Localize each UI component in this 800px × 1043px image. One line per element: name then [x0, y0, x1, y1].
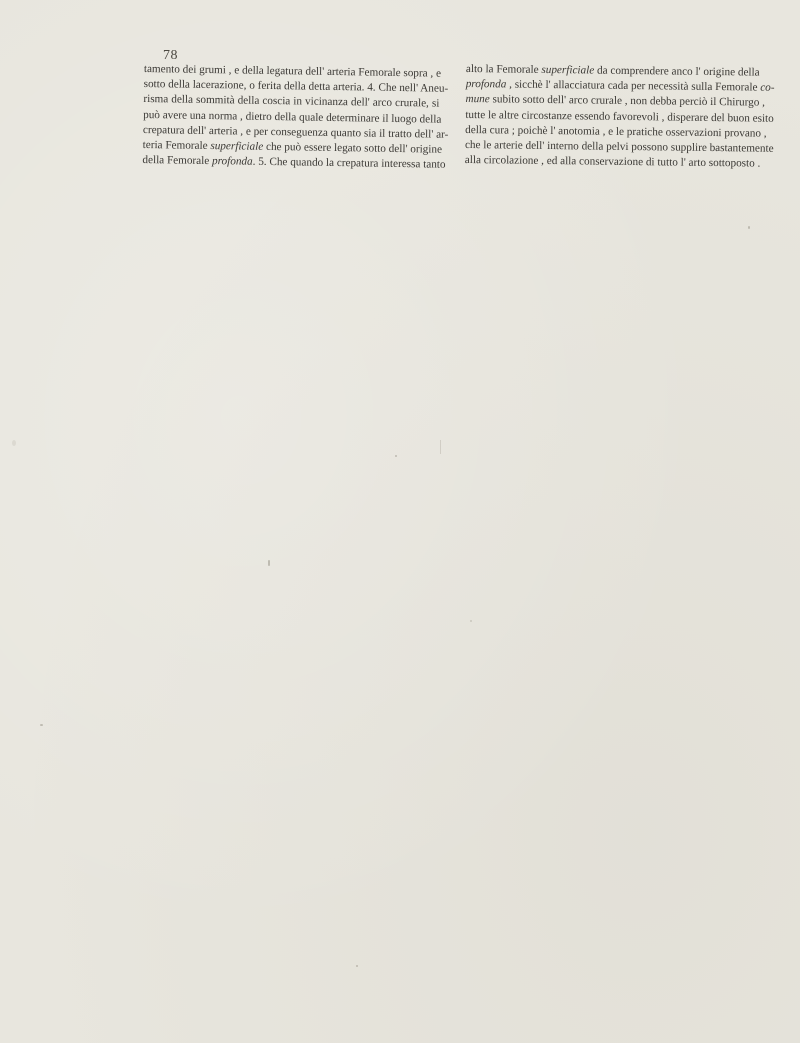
text-run: che le arterie dell' interno della pelvi possono supplire bastantemente	[464, 139, 774, 155]
paper-speck	[12, 440, 16, 446]
text-run: tamento dei grumi , e della legatura dell' arteria Femorale sopra , e	[143, 62, 442, 80]
paper-speck	[748, 226, 750, 229]
paper-speck	[470, 620, 472, 622]
text-run: sotto della lacerazione, o ferita della detta arteria. 4. Che nell' Aneu-	[143, 78, 449, 95]
italic-term: co-	[760, 81, 775, 94]
text-line	[464, 153, 761, 172]
text-line	[142, 153, 446, 173]
italic-term: superficiale	[210, 140, 264, 153]
paper-speck	[395, 455, 397, 457]
paper-speck	[440, 440, 441, 454]
paper-speck	[268, 560, 270, 566]
text-run: può avere una norma , dietro della quale determinare il luogo della	[143, 108, 442, 126]
text-run: tutte le altre circostanze essendo favorevoli , disperare del buon esito	[465, 108, 774, 125]
italic-term: mune	[465, 93, 490, 106]
text-run: teria Femorale	[142, 139, 211, 153]
paper-speck	[40, 724, 43, 726]
text-run: da comprendere anco l' origine della	[594, 64, 760, 79]
paper-speck	[356, 965, 358, 967]
text-run: alla circolazione , ed alla conservazione di tutto l' arto sottoposto .	[464, 154, 761, 170]
italic-term: profonda	[211, 155, 253, 168]
text-run: . 5. Che quando la crepatura interessa tanto	[252, 155, 446, 171]
text-run: risma della sommità della coscia in vicinanza dell' arco crurale, si	[143, 93, 440, 111]
right-text-column	[464, 62, 775, 172]
text-run: della cura ; poichè l' anotomia , e le pratiche osservazioni provano ,	[465, 123, 767, 140]
page-number: 78	[163, 48, 178, 63]
text-run: crepatura dell' arteria , e per conseguenza quanto sia il tratto dell' ar-	[142, 123, 449, 141]
text-run: alto la Femorale	[465, 62, 542, 76]
text-run: che può essere legato sotto dell' origine	[263, 140, 443, 156]
italic-term: profonda	[465, 78, 507, 91]
left-text-column	[142, 62, 449, 173]
text-run: subito sotto dell' arco crurale , non debba perciò il Chirurgo ,	[489, 93, 766, 110]
italic-term: superficiale	[541, 63, 595, 77]
text-run: , sicchè l' allacciatura cada per necessità sulla Femorale	[506, 78, 761, 94]
text-run: della Femorale	[142, 154, 213, 168]
